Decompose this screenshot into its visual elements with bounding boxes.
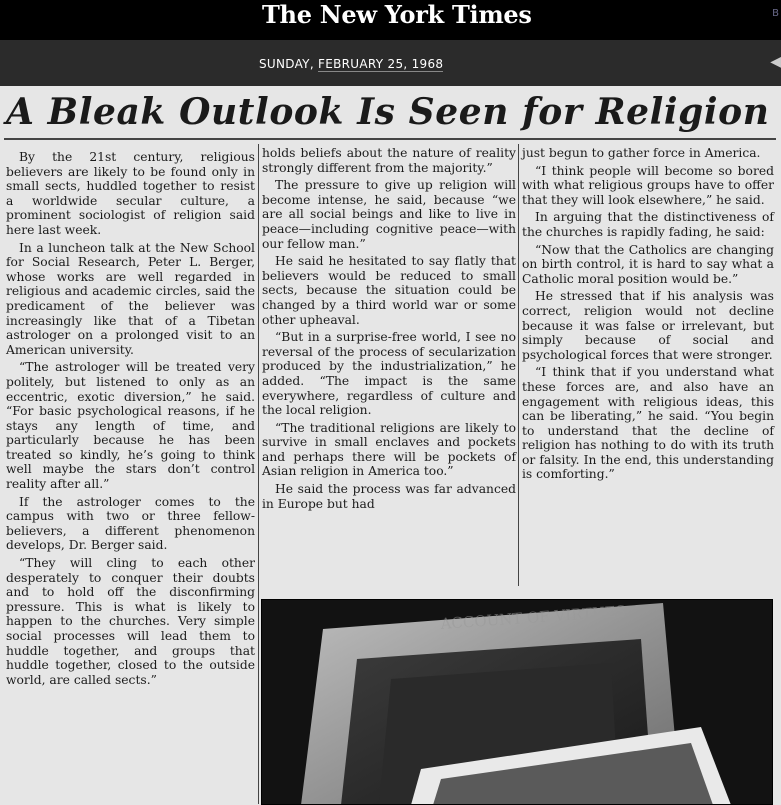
paragraph: “I think people will become so bored with what religious groups have to offer that they will look elsewhere,” he said. (522, 163, 774, 207)
article-column-3 (522, 146, 774, 485)
headline-rule (4, 138, 776, 140)
article-column-1 (6, 150, 255, 690)
nyt-logo[interactable]: The New York Times (262, 0, 532, 29)
paragraph: The pressure to give up religion will become intense, he said, because “we are all social beings and like to live in peace—including cognitive peace—with our fellow man.” (262, 178, 516, 251)
paragraph: He said he hesitated to say flatly that believers would be reduced to small sects, because the situation could be changed by a third world war or some other upheaval. (262, 254, 516, 327)
paragraph: “The traditional religions are likely to survive in small enclaves and pockets and perhaps there will be pockets of Asian religion in America too.” (262, 420, 516, 479)
paragraph: If the astrologer comes to the campus with two or three fellow-believers, a different phenomenon develops, Dr. Berger said. (6, 494, 255, 553)
photo-image (261, 599, 773, 805)
date-weekday: SUNDAY, (259, 57, 319, 71)
article-headline: A Bleak Outlook Is Seen for Religion (6, 91, 770, 133)
paragraph: just begun to gather force in America. (522, 146, 761, 160)
paragraph: In a luncheon talk at the New School for Social Research, Peter L. Berger, whose works are well regarded in religious and academic circles, said the predicament of the believer was increasingly like that of a Tibetan astrologer on a prolonged visit to an American university. (6, 240, 255, 357)
paragraph: He said the process was far advanced in Europe but had (262, 482, 516, 511)
frame-inscription: ACCOUNT OF VIRTUES (440, 602, 627, 633)
article-column-2 (262, 146, 516, 514)
article-page (0, 86, 781, 805)
corner-link[interactable]: B (772, 8, 779, 19)
paragraph: “Now that the Catholics are changing on birth control, it is hard to say what a Catholic moral position would be.” (522, 242, 774, 286)
date-link[interactable]: FEBRUARY 25, 1968 (318, 57, 444, 71)
paragraph: “But in a surprise-free world, I see no reversal of the process of secularization produced by the industrialization,” he added. “The impact is the same everywhere, regardless of culture and the local religion. (262, 330, 516, 418)
paragraph: In arguing that the distinctiveness of the churches is rapidly fading, he said: (522, 210, 774, 239)
paragraph: “The astrologer will be treated very politely, but listened to only as an eccentric, exotic diversion,” he said. “For basic psychological reasons, if he stays any length of time, and particularly because he has been treated so kindly, he’s going to think well maybe the stars don’t control reality after all.” (6, 360, 255, 492)
masthead (0, 0, 781, 40)
previous-arrow-icon[interactable]: ◀ (770, 54, 781, 70)
paragraph: He stressed that if his analysis was correct, religion would not decline because it was false or irrelevant, but simply because of social and psychological forces that were stronger. (522, 289, 774, 362)
column-rule (258, 144, 259, 804)
article-photo (261, 599, 773, 805)
date-bar (0, 40, 781, 86)
column-rule (518, 144, 519, 586)
paragraph: “I think that if you understand what these forces are, and also have an engagement with religious ideas, this can be liberating,” he said. “You begin to understand that the decline of religion has nothing to do with its truth or falsity. In the end, this understanding is comforting.” (522, 365, 774, 482)
issue-date (259, 57, 443, 71)
paragraph: holds beliefs about the nature of reality strongly different from the majority.” (262, 146, 516, 175)
paragraph: “They will cling to each other desperately to conquer their doubts and to hold off the disconfirming pressure. This is what is likely to happen to the churches. Very simple social processes will lead them to huddle together, and groups that huddle together, closed to the outside world, are called sects.” (6, 556, 255, 687)
paragraph: By the 21st century, religious believers are likely to be found only in small sects, huddled together to resist a worldwide secular culture, a prominent sociologist of religion said here last week. (6, 150, 255, 237)
